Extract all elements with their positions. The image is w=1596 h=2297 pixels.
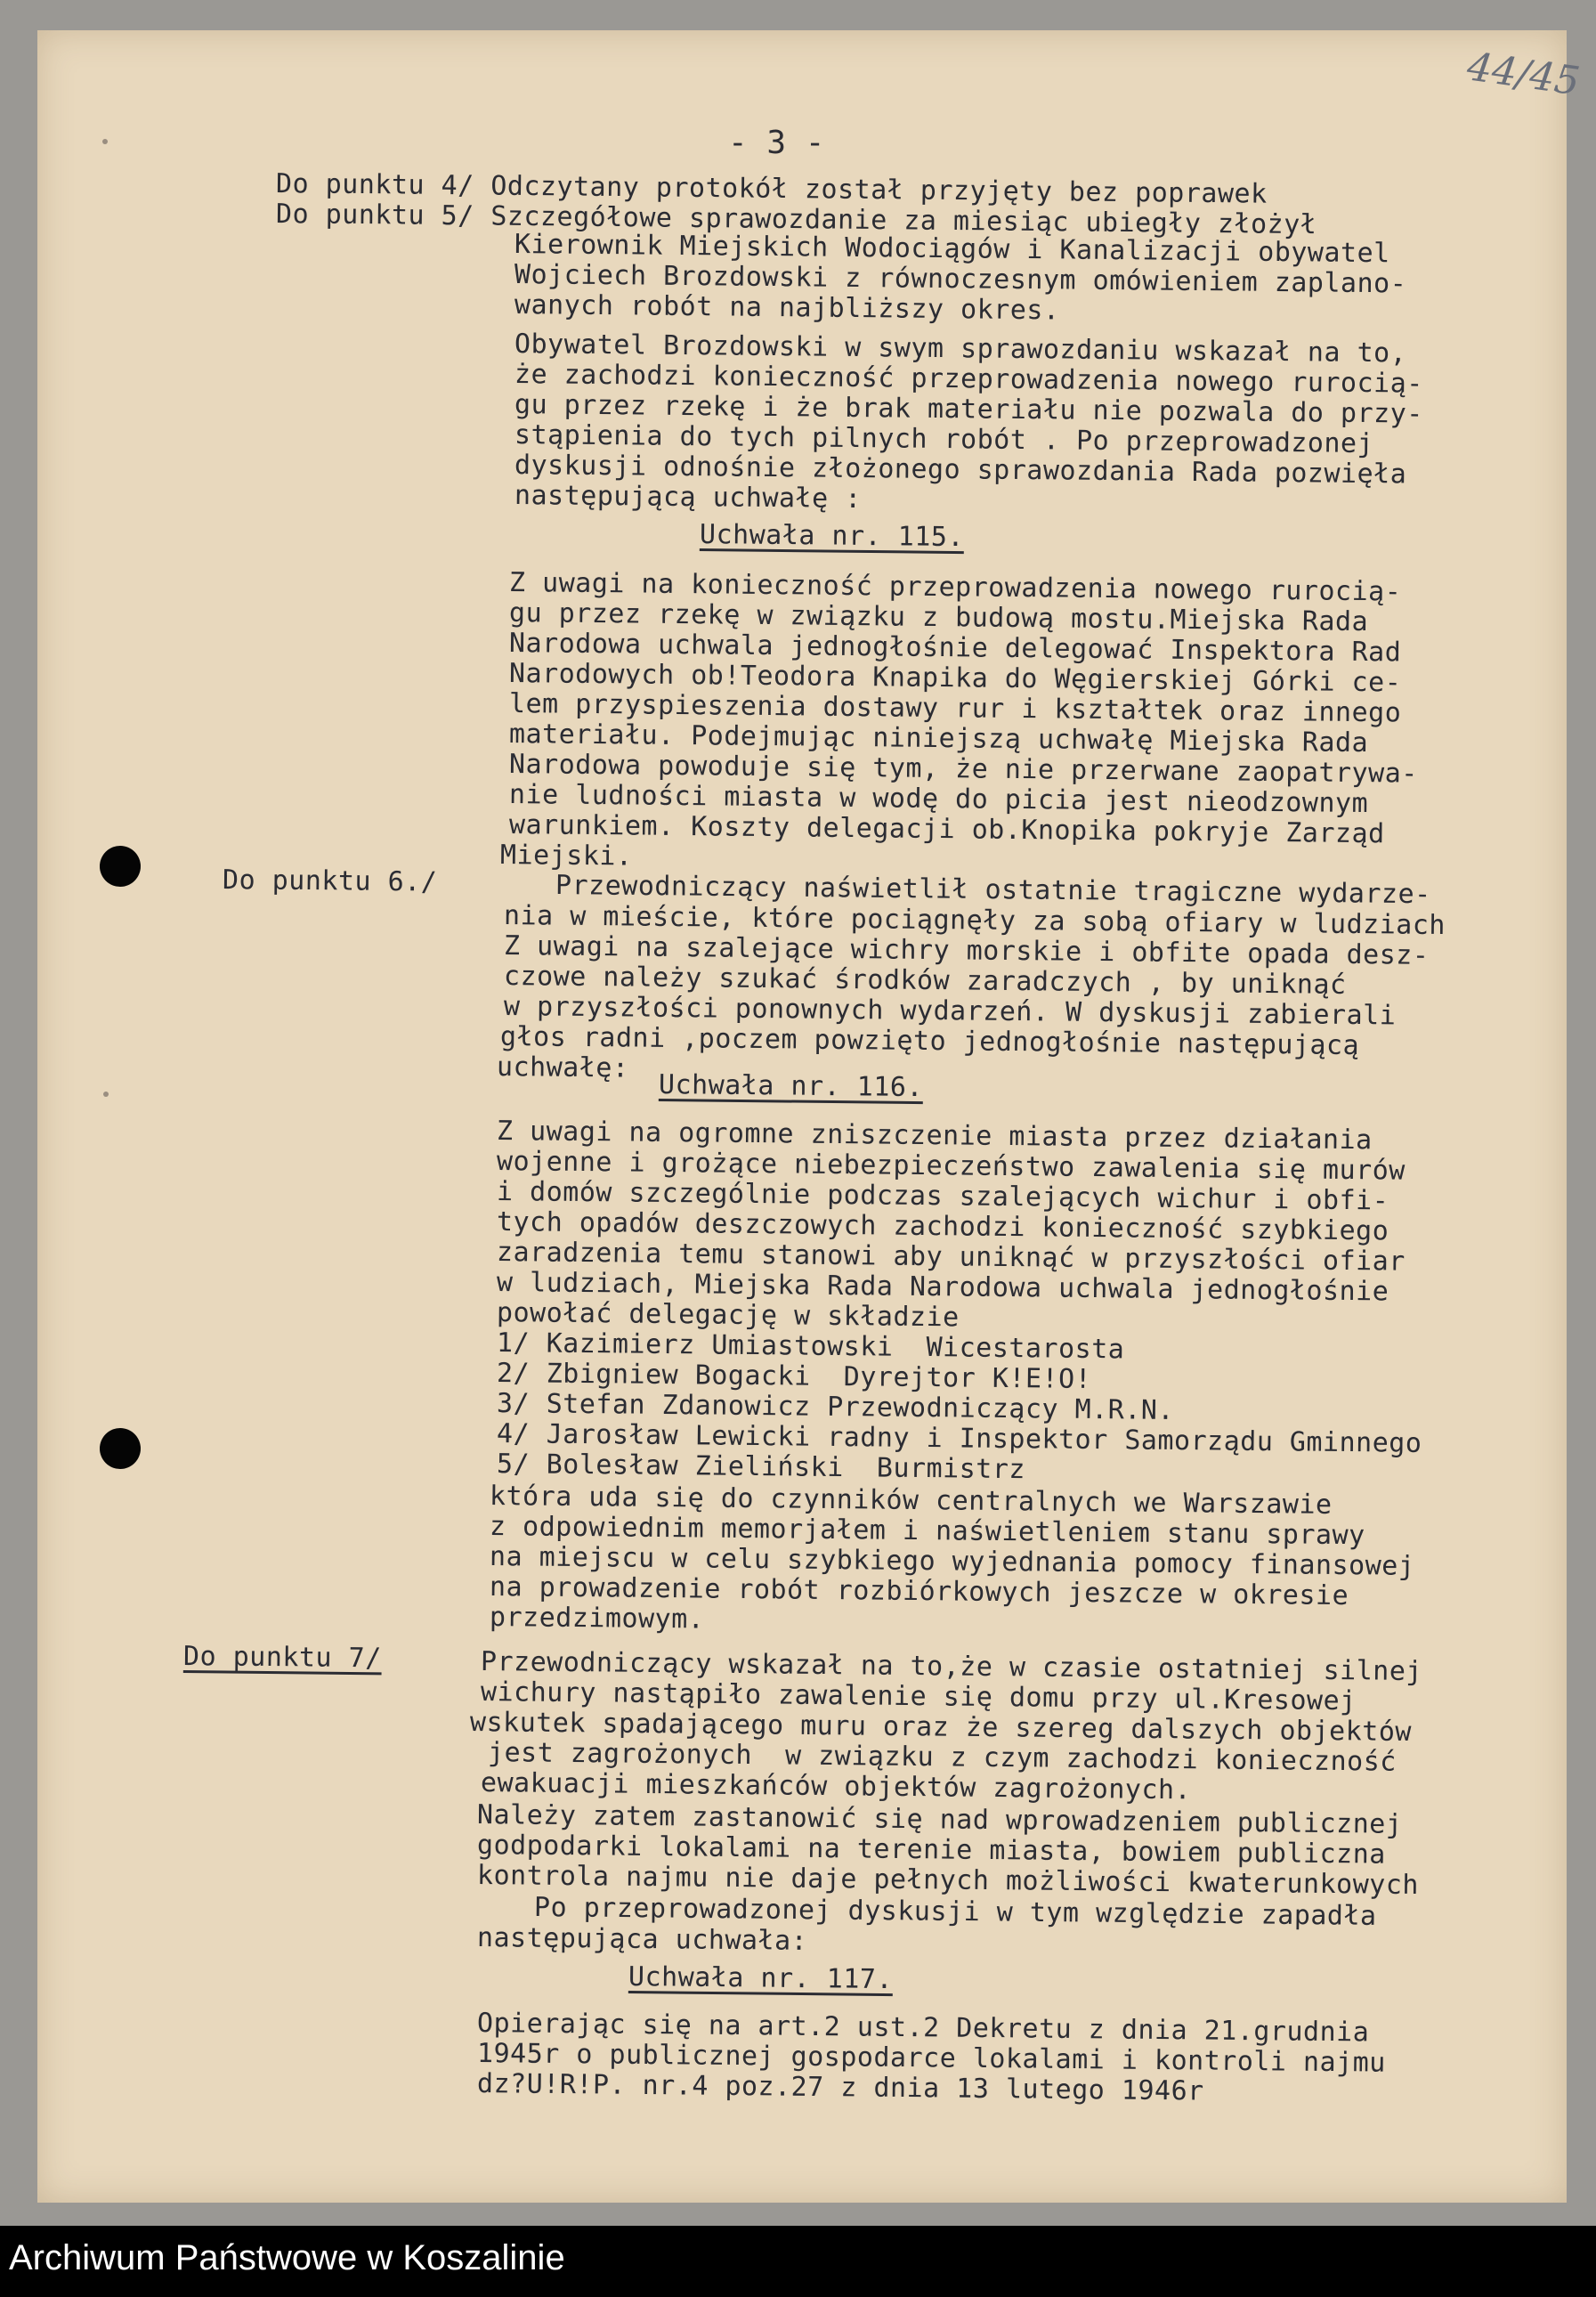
text-line: gu przez rzekę i że brak materiału nie pozwala do przy- [514,389,1424,430]
text-line: Narodowa uchwala jednogłośnie delegować Inspektora Rad [508,628,1402,669]
text-line: Z uwagi na ogromne zniszczenie miasta przez działania [496,1116,1373,1157]
text-line: godpodarki lokalami na terenie miasta, bowiem publiczna [476,1830,1387,1871]
text-line: 3/ Stefan Zdanowicz Przewodniczący M.R.N. [496,1388,1175,1426]
text-line: Przewodniczący naświetlił ostatnie tragiczne wydarze- [555,870,1431,911]
text-line: 4/ Jarosław Lewicki radny i Inspektor Samorządu Gminnego [496,1418,1422,1459]
archive-name: Archiwum Państwowe w Koszalinie [9,2238,565,2277]
text-line: Uchwała nr. 116. [658,1069,924,1104]
text-line: w przyszłości ponownych wydarzeń. W dyskusji zabierali [503,991,1397,1032]
text-line: gu przez rzekę w związku z budową mostu.Miejska Rada [508,597,1369,638]
text-line: na miejscu w celu szybkiego wyjednania pomocy finansowej [489,1541,1415,1582]
text-line: Po przeprowadzonej dyskusji w tym względzie zapadła [533,1892,1377,1932]
text-line: wichury nastąpiło zawalenie się domu przy ul.Kresowej [480,1676,1357,1717]
text-line: Kierownik Miejskich Wodociągów i Kanalizacji obywatel [514,229,1390,270]
text-line: Do punktu 4/ Odczytany protokół został przyjęty bez poprawek [275,168,1268,210]
text-line: materiału. Podejmując niniejszą uchwałę Miejska Rada [508,718,1369,759]
text-line: czowe należy szukać środków zaradczych , by uniknąć [503,961,1347,1001]
text-line: następującą uchwałę : [514,480,862,515]
text-line: tych opadów deszczowych zachodzi konieczność szybkiego [496,1206,1389,1247]
text-line: 5/ Bolesław Zieliński Burmistrz [496,1449,1026,1486]
text-line: głos radni ,poczem powzięto jednogłośnie następującą [499,1021,1360,1062]
text-line: Do punktu 6./ [222,864,438,898]
text-line: warunkiem. Koszty delegacji ob.Knopika pokryje Zarząd [508,809,1385,850]
punch-hole-bottom [100,1428,141,1469]
paper-speck [102,139,108,144]
text-line: następująca uchwała: [476,1922,808,1957]
page-number: - 3 - [728,125,825,161]
text-line: i domów szczególnie podczas szalejących wichur i obfi- [496,1176,1389,1217]
text-line: wojenne i grożące niebezpieczeństwo zawalenia się murów [496,1146,1406,1187]
text-line: nie ludności miasta w wodę do picia jest nieodzownym [508,779,1369,820]
text-line: która uda się do czynników centralnych we Warszawie [489,1481,1333,1521]
text-line: Z uwagi na szalejące wichry morskie i obfite opada desz- [503,930,1430,971]
text-line: zaradzenia temu stanowi aby uniknąć w przyszłości ofiar [496,1237,1406,1278]
text-line: 1/ Kazimierz Umiastowski Wicestarosta [496,1327,1125,1366]
text-line: z odpowiednim memorjałem i naświetleniem stanu sprawy [489,1511,1365,1552]
text-line: wskutek spadającego muru oraz że szereg dalszych objektów [469,1707,1413,1749]
text-line: w ludziach, Miejska Rada Narodowa uchwala jednogłośnie [496,1267,1389,1308]
text-line: Do punktu 7/ [182,1641,382,1675]
text-line: 1945r o publicznej gospodarce lokalami i kontroli najmu [476,2038,1387,2079]
folio-mark: 44/45 [1464,44,1583,105]
text-line: Narodowych ob!Teodora Knapika do Węgierskiej Górki ce- [508,658,1402,699]
text-line: uchwałę: [496,1051,629,1084]
text-line: że zachodzi konieczność przeprowadzenia nowego rurocią- [514,359,1424,400]
text-line: przedzimowym. [489,1602,705,1635]
text-line: Uchwała nr. 117. [628,1961,894,1996]
punch-hole-top [100,846,141,887]
text-line: ewakuacji mieszkańców objektów zagrożonych. [480,1767,1192,1806]
text-line: Do punktu 5/ Szczegółowe sprawozdanie za miesiąc ubiegły złożył [275,199,1317,241]
text-line: wanych robót na najbliższy okres. [514,289,1060,327]
text-line: Przewodniczący wskazał na to,że w czasie ostatniej silnej [480,1646,1423,1688]
text-line: 2/ Zbigniew Bogacki Dyrejtor K!E!O! [496,1358,1092,1395]
text-line: Z uwagi na konieczność przeprowadzenia nowego rurocią- [508,567,1402,608]
text-line: na prowadzenie robót rozbiórkowych jeszcze w okresie [489,1571,1349,1612]
text-line: dz?U!R!P. nr.4 poz.27 z dnia 13 lutego 1946r [476,2068,1204,2107]
text-line: stąpienia do tych pilnych robót . Po przeprowadzonej [514,419,1374,460]
text-line: powołać delegację w składzie [496,1297,960,1334]
text-line: kontrola najmu nie daje pełnych możliwości kwaterunkowych [476,1860,1420,1902]
text-line: Narodowa powoduje się tym, że nie przerwane zaopatrywa- [508,749,1419,790]
text-line: Należy zatem zastanowić się nad wprowadzeniem publicznej [476,1799,1403,1840]
text-line: nia w mieście, które pociągnęły za sobą ofiary w ludziach [503,900,1446,942]
text-line: lem przyspieszenia dostawy rur i kształtek oraz innego [508,688,1402,729]
text-line: Obywatel Brozdowski w swym sprawozdaniu wskazał na to, [514,329,1407,369]
text-line: jest zagrożonych w związku z czym zachodzi konieczność [487,1737,1398,1778]
text-line: Miejski. [499,840,633,873]
text-line: Opierając się na art.2 ust.2 Dekretu z dnia 21.grudnia [476,2008,1370,2049]
paper-speck [103,1092,109,1097]
text-line: Wojciech Brozdowski z równoczesnym omówieniem zaplano- [514,259,1407,300]
text-line: Uchwała nr. 115. [699,519,965,554]
text-line: dyskusji odnośnie złożonego sprawozdania Rada pozwięła [514,450,1407,491]
